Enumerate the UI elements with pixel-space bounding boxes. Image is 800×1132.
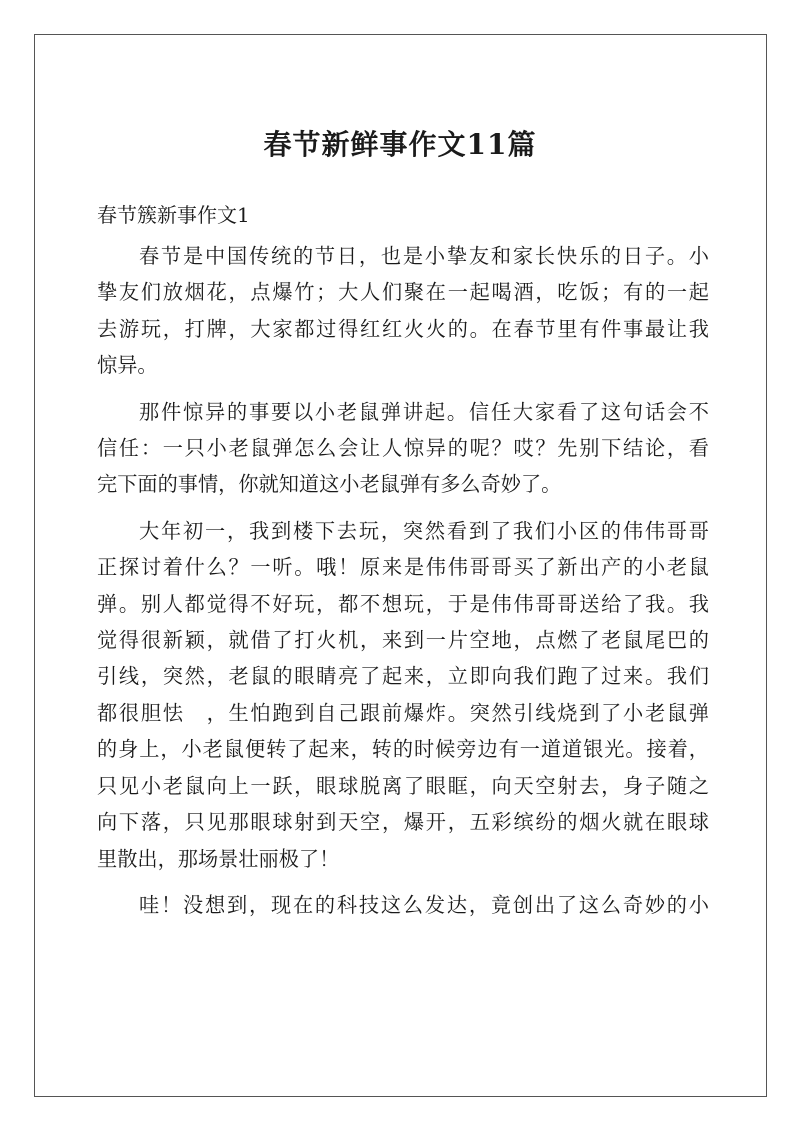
paragraph-line: 只见小老鼠向上一跃，眼球脱离了眼眶，向天空射去，身子随之	[97, 773, 709, 798]
paragraph-line: 信任：一只小老鼠弹怎么会让人惊异的呢？哎？先别下结论，看	[97, 436, 709, 461]
paragraph-2	[97, 394, 709, 503]
paragraph-3	[97, 513, 709, 877]
paragraph-1	[97, 238, 709, 384]
paragraph-line: 去游玩，打牌，大家都过得红红火火的。在春节里有件事最让我	[97, 316, 709, 341]
paragraph-line: 觉得很新颖，就借了打火机，来到一片空地，点燃了老鼠尾巴的	[97, 628, 709, 653]
paragraph-line: 的身上，小老鼠便转了起来，转的时候旁边有一道道银光。接着，	[97, 737, 709, 762]
paragraph-4	[97, 887, 709, 923]
paragraph-line: 引线，突然，老鼠的眼睛亮了起来，立即向我们跑了过来。我们	[97, 664, 709, 689]
paragraph-line: 哇！没想到，现在的科技这么发达，竟创出了这么奇妙的小	[139, 892, 709, 917]
paragraph-line: 都很胆怯 ，生怕跑到自己跟前爆炸。突然引线烧到了小老鼠弹	[97, 700, 709, 725]
paragraph-line: 挚友们放烟花，点爆竹；大人们聚在一起喝酒，吃饭；有的一起	[97, 280, 709, 305]
paragraph-line: 完下面的事情，你就知道这小老鼠弹有多么奇妙了。	[97, 472, 562, 497]
document-title: 春节新鲜事作文11篇	[263, 128, 537, 161]
paragraph-line: 正探讨着什么？一听。哦！原来是伟伟哥哥买了新出产的小老鼠	[97, 555, 709, 580]
essay-subtitle: 春节簇新事作文1	[97, 203, 250, 227]
paragraph-line: 弹。别人都觉得不好玩，都不想玩，于是伟伟哥哥送给了我。我	[97, 591, 709, 616]
paragraph-line: 那件惊异的事要以小老鼠弹讲起。信任大家看了这句话会不	[139, 399, 709, 424]
paragraph-line: 春节是中国传统的节日，也是小挚友和家长快乐的日子。小	[139, 244, 709, 268]
paragraph-line: 惊异。	[97, 353, 158, 378]
paragraph-line: 里散出，那场景壮丽极了！	[97, 846, 340, 871]
paragraph-line: 大年初一，我到楼下去玩，突然看到了我们小区的伟伟哥哥	[139, 518, 709, 543]
paragraph-line: 向下落，只见那眼球射到天空，爆开，五彩缤纷的烟火就在眼球	[97, 810, 709, 835]
essay-body	[97, 238, 709, 933]
